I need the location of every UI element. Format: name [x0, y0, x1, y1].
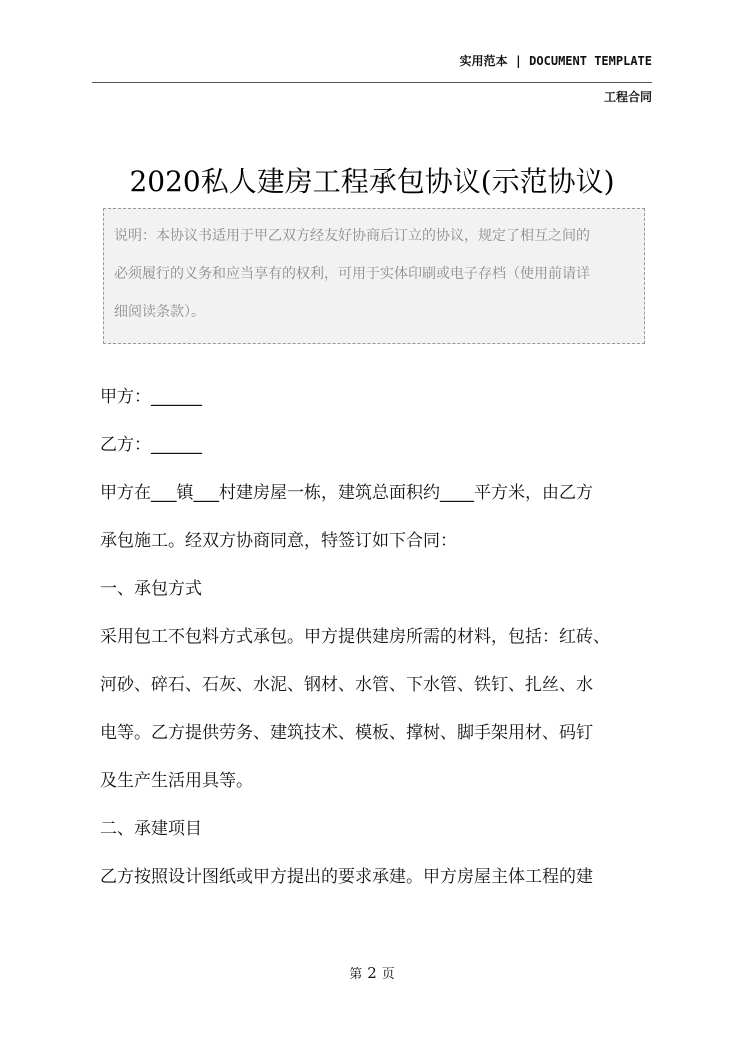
party-b-line: 乙方：______: [100, 435, 202, 455]
page-number: 2: [367, 964, 377, 982]
body-line: 承包施工。经双方协商同意，特签订如下合同：: [100, 531, 457, 551]
document-body: [100, 373, 656, 901]
notice-line: 说明：本协议书适用于甲乙双方经友好协商后订立的协议，规定了相互之间的: [114, 228, 590, 244]
header-category: 工程合同: [603, 90, 652, 104]
body-line: 及生产生活用具等。: [100, 771, 253, 791]
body-line: 甲方在___镇___村建房屋一栋，建筑总面积约____平方米，由乙方: [100, 483, 593, 503]
page-suffix: 页: [381, 967, 395, 982]
party-a-line: 甲方：______: [100, 387, 202, 407]
body-line: 河砂、碎石、石灰、水泥、钢材、水管、下水管、铁钉、扎丝、水: [100, 675, 593, 695]
section-heading: 一、承包方式: [100, 579, 202, 599]
page-footer: [0, 963, 744, 982]
body-line: 电等。乙方提供劳务、建筑技术、模板、撑树、脚手架用材、码钉: [100, 723, 593, 743]
header-top-label: 实用范本 | DOCUMENT TEMPLATE: [459, 54, 652, 68]
notice-line: 细阅读条款）。: [114, 304, 205, 320]
body-line: 采用包工不包料方式承包。甲方提供建房所需的材料，包括：红砖、: [100, 627, 610, 647]
body-line: 乙方按照设计图纸或甲方提出的要求承建。甲方房屋主体工程的建: [100, 867, 593, 887]
notice-line: 必须履行的义务和应当享有的权利，可用于实体印刷或电子存档（使用前请详: [114, 266, 590, 282]
document-title: 2020私人建房工程承包协议(示范协议): [129, 164, 615, 198]
section-heading: 二、承建项目: [100, 819, 202, 839]
page-prefix: 第: [349, 967, 363, 982]
notice-box: [103, 208, 645, 344]
header-divider: [92, 82, 652, 83]
